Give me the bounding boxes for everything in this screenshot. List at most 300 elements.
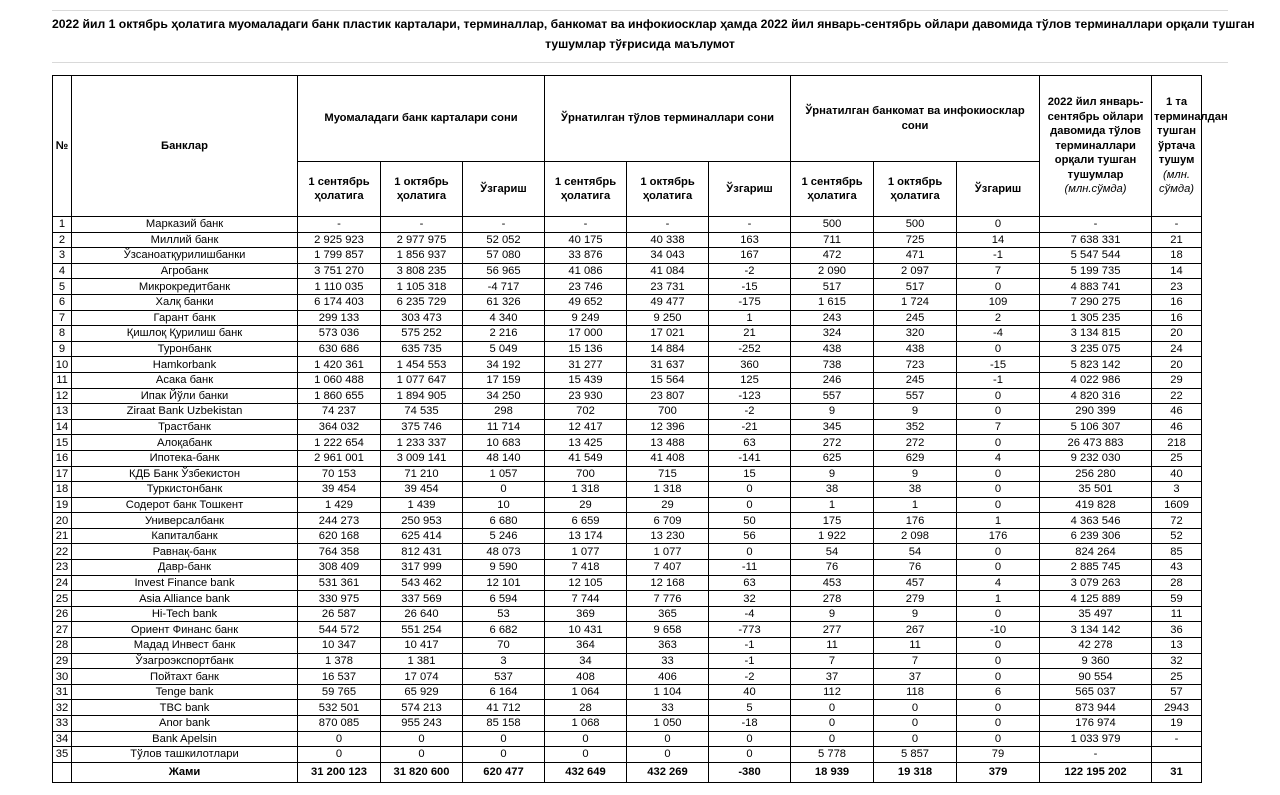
bank-name-cell: Тўлов ташкилотлари — [72, 747, 298, 763]
atms-sep-cell: 453 — [791, 575, 874, 591]
terminals-change-cell: -2 — [709, 669, 791, 685]
cards-sep-cell: 870 085 — [298, 716, 381, 732]
revenue-cell: 26 473 883 — [1040, 435, 1152, 451]
row-number-cell: 34 — [53, 731, 72, 747]
cards-change-cell: 6 680 — [463, 513, 545, 529]
atms-sep-cell: 472 — [791, 248, 874, 264]
atms-oct-cell: 352 — [874, 419, 957, 435]
terminals-sep-cell: 702 — [545, 404, 627, 420]
atms-oct-cell: 176 — [874, 513, 957, 529]
row-number-cell: 4 — [53, 263, 72, 279]
revenue-cell: 1 033 979 — [1040, 731, 1152, 747]
atms-oct-cell: 0 — [874, 700, 957, 716]
cards-change-cell: - — [463, 217, 545, 233]
terminals-oct-cell: 29 — [627, 497, 709, 513]
total-row — [53, 762, 1202, 782]
cards-oct-cell: 1 233 337 — [381, 435, 463, 451]
atms-change-cell: 0 — [957, 435, 1040, 451]
cards-sep-cell: 74 237 — [298, 404, 381, 420]
table-row — [53, 716, 1202, 732]
table-row — [53, 217, 1202, 233]
terminals-sep-cell: 364 — [545, 638, 627, 654]
cards-oct-cell: 1 439 — [381, 497, 463, 513]
terminals-oct-cell: 17 021 — [627, 326, 709, 342]
total-terminals-change: -380 — [709, 762, 791, 782]
cards-sep-cell: 0 — [298, 747, 381, 763]
revenue-cell: 3 134 142 — [1040, 622, 1152, 638]
revenue-cell: 419 828 — [1040, 497, 1152, 513]
total-number — [53, 762, 72, 782]
bank-name-cell: Туркистонбанк — [72, 482, 298, 498]
revenue-cell: 3 134 815 — [1040, 326, 1152, 342]
table-row — [53, 513, 1202, 529]
cards-oct-cell: 625 414 — [381, 528, 463, 544]
atms-sep-cell: 9 — [791, 606, 874, 622]
terminals-sep-cell: 33 876 — [545, 248, 627, 264]
revenue-cell: 7 638 331 — [1040, 232, 1152, 248]
terminals-change-cell: -2 — [709, 263, 791, 279]
average-revenue-cell: 3 — [1152, 482, 1202, 498]
table-row — [53, 653, 1202, 669]
cards-oct-cell: 812 431 — [381, 544, 463, 560]
revenue-cell: 5 199 735 — [1040, 263, 1152, 279]
revenue-cell: 90 554 — [1040, 669, 1152, 685]
table-row — [53, 482, 1202, 498]
terminals-change-cell: 360 — [709, 357, 791, 373]
cards-sep-cell: 1 420 361 — [298, 357, 381, 373]
atms-change-cell: 0 — [957, 217, 1040, 233]
average-revenue-cell: 25 — [1152, 450, 1202, 466]
cards-oct-cell: 1 894 905 — [381, 388, 463, 404]
terminals-oct-cell: 13 488 — [627, 435, 709, 451]
terminals-change-cell: -123 — [709, 388, 791, 404]
terminals-change-cell: -18 — [709, 716, 791, 732]
row-number-cell: 22 — [53, 544, 72, 560]
cards-change-cell: 85 158 — [463, 716, 545, 732]
atms-sep-cell: 246 — [791, 372, 874, 388]
atms-sep-cell: 1 615 — [791, 294, 874, 310]
atms-oct-cell: 272 — [874, 435, 957, 451]
bank-name-cell: Ориент Финанс банк — [72, 622, 298, 638]
atms-sep-cell: 76 — [791, 560, 874, 576]
header-average-unit: (млн. сўмда) — [1159, 168, 1195, 196]
cards-change-cell: 9 590 — [463, 560, 545, 576]
atms-oct-cell: 11 — [874, 638, 957, 654]
terminals-sep-cell: 15 136 — [545, 341, 627, 357]
header-terminals: Ўрнатилган тўлов терминаллари сони — [545, 76, 791, 162]
header-atms-change: Ўзгариш — [957, 162, 1040, 217]
cards-oct-cell: 17 074 — [381, 669, 463, 685]
terminals-oct-cell: 12 396 — [627, 419, 709, 435]
cards-oct-cell: 955 243 — [381, 716, 463, 732]
bank-name-cell: Anor bank — [72, 716, 298, 732]
terminals-sep-cell: - — [545, 217, 627, 233]
terminals-sep-cell: 34 — [545, 653, 627, 669]
cards-oct-cell: 6 235 729 — [381, 294, 463, 310]
atms-change-cell: -10 — [957, 622, 1040, 638]
cards-sep-cell: 70 153 — [298, 466, 381, 482]
atms-sep-cell: 2 090 — [791, 263, 874, 279]
terminals-oct-cell: 0 — [627, 747, 709, 763]
row-number-cell: 35 — [53, 747, 72, 763]
cards-sep-cell: 764 358 — [298, 544, 381, 560]
atms-sep-cell: 0 — [791, 716, 874, 732]
terminals-change-cell: 32 — [709, 591, 791, 607]
row-number-cell: 28 — [53, 638, 72, 654]
bank-name-cell: TBC bank — [72, 700, 298, 716]
average-revenue-cell: 46 — [1152, 404, 1202, 420]
cards-oct-cell: 10 417 — [381, 638, 463, 654]
atms-sep-cell: 37 — [791, 669, 874, 685]
terminals-change-cell: 0 — [709, 747, 791, 763]
bank-name-cell: Туронбанк — [72, 341, 298, 357]
atms-change-cell: 2 — [957, 310, 1040, 326]
atms-change-cell: 7 — [957, 419, 1040, 435]
row-number-cell: 32 — [53, 700, 72, 716]
average-revenue-cell: 14 — [1152, 263, 1202, 279]
atms-oct-cell: 0 — [874, 716, 957, 732]
bank-name-cell: Пойтахт банк — [72, 669, 298, 685]
atms-oct-cell: 5 857 — [874, 747, 957, 763]
atms-sep-cell: 112 — [791, 684, 874, 700]
cards-oct-cell: 303 473 — [381, 310, 463, 326]
total-revenue: 122 195 202 — [1040, 762, 1152, 782]
cards-sep-cell: 308 409 — [298, 560, 381, 576]
terminals-oct-cell: 406 — [627, 669, 709, 685]
atms-change-cell: 79 — [957, 747, 1040, 763]
header-number: № — [53, 76, 72, 217]
terminals-change-cell: 15 — [709, 466, 791, 482]
atms-oct-cell: 9 — [874, 466, 957, 482]
average-revenue-cell: 218 — [1152, 435, 1202, 451]
terminals-oct-cell: 1 050 — [627, 716, 709, 732]
atms-sep-cell: 324 — [791, 326, 874, 342]
total-label: Жами — [72, 762, 298, 782]
revenue-cell: - — [1040, 217, 1152, 233]
terminals-sep-cell: 1 077 — [545, 544, 627, 560]
average-revenue-cell: - — [1152, 217, 1202, 233]
atms-oct-cell: 279 — [874, 591, 957, 607]
terminals-sep-cell: 6 659 — [545, 513, 627, 529]
average-revenue-cell: 57 — [1152, 684, 1202, 700]
cards-oct-cell: 3 808 235 — [381, 263, 463, 279]
atms-change-cell: 0 — [957, 700, 1040, 716]
atms-sep-cell: 277 — [791, 622, 874, 638]
row-number-cell: 9 — [53, 341, 72, 357]
cards-change-cell: -4 717 — [463, 279, 545, 295]
terminals-change-cell: 163 — [709, 232, 791, 248]
terminals-oct-cell: 13 230 — [627, 528, 709, 544]
title-divider — [52, 62, 1228, 63]
total-average: 31 — [1152, 762, 1202, 782]
table-row — [53, 435, 1202, 451]
cards-oct-cell: 74 535 — [381, 404, 463, 420]
atms-sep-cell: 1 922 — [791, 528, 874, 544]
table-row — [53, 606, 1202, 622]
atms-sep-cell: 278 — [791, 591, 874, 607]
terminals-change-cell: 0 — [709, 497, 791, 513]
atms-sep-cell: 9 — [791, 404, 874, 420]
cards-sep-cell: 10 347 — [298, 638, 381, 654]
revenue-cell: 4 820 316 — [1040, 388, 1152, 404]
terminals-sep-cell: 17 000 — [545, 326, 627, 342]
revenue-cell: 824 264 — [1040, 544, 1152, 560]
atms-sep-cell: 345 — [791, 419, 874, 435]
cards-change-cell: 34 192 — [463, 357, 545, 373]
table-row — [53, 560, 1202, 576]
cards-sep-cell: 544 572 — [298, 622, 381, 638]
terminals-oct-cell: 6 709 — [627, 513, 709, 529]
terminals-change-cell: -4 — [709, 606, 791, 622]
atms-sep-cell: 9 — [791, 466, 874, 482]
revenue-cell: 35 497 — [1040, 606, 1152, 622]
table-row — [53, 310, 1202, 326]
table-row — [53, 731, 1202, 747]
atms-oct-cell: 118 — [874, 684, 957, 700]
cards-sep-cell: 2 925 923 — [298, 232, 381, 248]
cards-change-cell: 56 965 — [463, 263, 545, 279]
atms-sep-cell: 0 — [791, 700, 874, 716]
average-revenue-cell: 1609 — [1152, 497, 1202, 513]
terminals-sep-cell: 23 746 — [545, 279, 627, 295]
terminals-oct-cell: 700 — [627, 404, 709, 420]
title-line-2: тушумлар тўғрисида маълумот — [545, 37, 735, 51]
revenue-cell: 4 883 741 — [1040, 279, 1152, 295]
atms-change-cell: 0 — [957, 341, 1040, 357]
atms-oct-cell: 1 724 — [874, 294, 957, 310]
terminals-change-cell: -15 — [709, 279, 791, 295]
title-line-1: 2022 йил 1 октябрь ҳолатига муомаладаги банк пластик карталари, терминаллар, банкомат ва инфокиосклар ҳамда 2022 йил январь-сентябрь ойлари давомида тўлов терминаллари орқали тушган — [52, 17, 1255, 31]
cards-change-cell: 298 — [463, 404, 545, 420]
row-number-cell: 3 — [53, 248, 72, 264]
atms-oct-cell: 245 — [874, 372, 957, 388]
bank-name-cell: Трастбанк — [72, 419, 298, 435]
bank-name-cell: Микрокредитбанк — [72, 279, 298, 295]
terminals-oct-cell: 7 776 — [627, 591, 709, 607]
revenue-cell: 9 360 — [1040, 653, 1152, 669]
atms-sep-cell: 38 — [791, 482, 874, 498]
cards-change-cell: 10 — [463, 497, 545, 513]
average-revenue-cell: 36 — [1152, 622, 1202, 638]
table-row — [53, 357, 1202, 373]
terminals-change-cell: 167 — [709, 248, 791, 264]
cards-sep-cell: 1 799 857 — [298, 248, 381, 264]
atms-change-cell: 0 — [957, 669, 1040, 685]
cards-change-cell: 0 — [463, 482, 545, 498]
terminals-change-cell: 40 — [709, 684, 791, 700]
cards-change-cell: 5 049 — [463, 341, 545, 357]
revenue-cell: 4 363 546 — [1040, 513, 1152, 529]
cards-oct-cell: 0 — [381, 747, 463, 763]
cards-sep-cell: 1 860 655 — [298, 388, 381, 404]
average-revenue-cell — [1152, 747, 1202, 763]
average-revenue-cell: 20 — [1152, 326, 1202, 342]
atms-change-cell: 0 — [957, 606, 1040, 622]
cards-change-cell: 0 — [463, 747, 545, 763]
atms-sep-cell: 7 — [791, 653, 874, 669]
atms-change-cell: 1 — [957, 591, 1040, 607]
atms-oct-cell: 38 — [874, 482, 957, 498]
terminals-oct-cell: 1 318 — [627, 482, 709, 498]
table-row — [53, 669, 1202, 685]
atms-oct-cell: 557 — [874, 388, 957, 404]
cards-oct-cell: 26 640 — [381, 606, 463, 622]
cards-change-cell: 11 714 — [463, 419, 545, 435]
bank-name-cell: Гарант банк — [72, 310, 298, 326]
total-terminals-sep: 432 649 — [545, 762, 627, 782]
table-row — [53, 388, 1202, 404]
bank-name-cell: Капиталбанк — [72, 528, 298, 544]
total-cards-sep: 31 200 123 — [298, 762, 381, 782]
table-row — [53, 419, 1202, 435]
revenue-cell: 4 125 889 — [1040, 591, 1152, 607]
bank-name-cell: Ўзагроэкспортбанк — [72, 653, 298, 669]
table-row — [53, 372, 1202, 388]
revenue-cell: 35 501 — [1040, 482, 1152, 498]
atms-change-cell: 4 — [957, 450, 1040, 466]
terminals-change-cell: -252 — [709, 341, 791, 357]
atms-change-cell: 0 — [957, 482, 1040, 498]
terminals-oct-cell: 41 084 — [627, 263, 709, 279]
average-revenue-cell: 2943 — [1152, 700, 1202, 716]
cards-oct-cell: 543 462 — [381, 575, 463, 591]
atms-sep-cell: 500 — [791, 217, 874, 233]
cards-sep-cell: 573 036 — [298, 326, 381, 342]
atms-oct-cell: 457 — [874, 575, 957, 591]
atms-change-cell: 0 — [957, 638, 1040, 654]
average-revenue-cell: 46 — [1152, 419, 1202, 435]
cards-sep-cell: - — [298, 217, 381, 233]
table-row — [53, 528, 1202, 544]
cards-change-cell: 6 594 — [463, 591, 545, 607]
terminals-sep-cell: 13 174 — [545, 528, 627, 544]
cards-oct-cell: 1 105 318 — [381, 279, 463, 295]
terminals-sep-cell: 28 — [545, 700, 627, 716]
atms-sep-cell: 11 — [791, 638, 874, 654]
row-number-cell: 25 — [53, 591, 72, 607]
terminals-sep-cell: 1 318 — [545, 482, 627, 498]
atms-change-cell: 14 — [957, 232, 1040, 248]
atms-oct-cell: 2 098 — [874, 528, 957, 544]
terminals-sep-cell: 41 549 — [545, 450, 627, 466]
revenue-cell: 256 280 — [1040, 466, 1152, 482]
average-revenue-cell: 18 — [1152, 248, 1202, 264]
cards-change-cell: 6 682 — [463, 622, 545, 638]
cards-oct-cell: 250 953 — [381, 513, 463, 529]
atms-change-cell: 0 — [957, 544, 1040, 560]
terminals-change-cell: 63 — [709, 575, 791, 591]
average-revenue-cell: 13 — [1152, 638, 1202, 654]
atms-change-cell: 1 — [957, 513, 1040, 529]
cards-sep-cell: 2 961 001 — [298, 450, 381, 466]
terminals-change-cell: 0 — [709, 731, 791, 747]
average-revenue-cell: 25 — [1152, 669, 1202, 685]
average-revenue-cell: 23 — [1152, 279, 1202, 295]
terminals-sep-cell: 12 105 — [545, 575, 627, 591]
terminals-oct-cell: 31 637 — [627, 357, 709, 373]
bank-name-cell: Ипак Йўли банки — [72, 388, 298, 404]
terminals-change-cell: 1 — [709, 310, 791, 326]
bank-name-cell: Hamkorbank — [72, 357, 298, 373]
terminals-change-cell: -175 — [709, 294, 791, 310]
header-terminals-change: Ўзгариш — [709, 162, 791, 217]
atms-change-cell: 4 — [957, 575, 1040, 591]
terminals-oct-cell: 23 807 — [627, 388, 709, 404]
average-revenue-cell: 59 — [1152, 591, 1202, 607]
average-revenue-cell: 16 — [1152, 310, 1202, 326]
terminals-oct-cell: 49 477 — [627, 294, 709, 310]
terminals-change-cell: -21 — [709, 419, 791, 435]
terminals-sep-cell: 41 086 — [545, 263, 627, 279]
atms-change-cell: 0 — [957, 279, 1040, 295]
atms-oct-cell: 9 — [874, 404, 957, 420]
terminals-oct-cell: 23 731 — [627, 279, 709, 295]
table-row — [53, 466, 1202, 482]
row-number-cell: 21 — [53, 528, 72, 544]
atms-change-cell: -1 — [957, 248, 1040, 264]
atms-change-cell: 0 — [957, 731, 1040, 747]
cards-sep-cell: 3 751 270 — [298, 263, 381, 279]
cards-oct-cell: 635 735 — [381, 341, 463, 357]
average-revenue-cell: 20 — [1152, 357, 1202, 373]
cards-sep-cell: 6 174 403 — [298, 294, 381, 310]
total-atms-sep: 18 939 — [791, 762, 874, 782]
terminals-change-cell: - — [709, 217, 791, 233]
bank-name-cell: Халқ банки — [72, 294, 298, 310]
row-number-cell: 14 — [53, 419, 72, 435]
cards-sep-cell: 39 454 — [298, 482, 381, 498]
bank-name-cell: Универсалбанк — [72, 513, 298, 529]
atms-sep-cell: 557 — [791, 388, 874, 404]
cards-change-cell: 52 052 — [463, 232, 545, 248]
header-banks: Банклар — [72, 76, 298, 217]
atms-oct-cell: 320 — [874, 326, 957, 342]
terminals-oct-cell: 363 — [627, 638, 709, 654]
cards-change-cell: 5 246 — [463, 528, 545, 544]
atms-oct-cell: 267 — [874, 622, 957, 638]
atms-sep-cell: 175 — [791, 513, 874, 529]
row-number-cell: 27 — [53, 622, 72, 638]
atms-oct-cell: 438 — [874, 341, 957, 357]
row-number-cell: 15 — [53, 435, 72, 451]
row-number-cell: 18 — [53, 482, 72, 498]
cards-change-cell: 0 — [463, 731, 545, 747]
bank-name-cell: Bank Apelsin — [72, 731, 298, 747]
atms-change-cell: -4 — [957, 326, 1040, 342]
terminals-sep-cell: 1 068 — [545, 716, 627, 732]
atms-change-cell: -15 — [957, 357, 1040, 373]
row-number-cell: 19 — [53, 497, 72, 513]
bank-name-cell: Содерот банк Тошкент — [72, 497, 298, 513]
cards-oct-cell: 375 746 — [381, 419, 463, 435]
bank-name-cell: Миллий банк — [72, 232, 298, 248]
cards-oct-cell: - — [381, 217, 463, 233]
atms-change-cell: 0 — [957, 404, 1040, 420]
cards-sep-cell: 16 537 — [298, 669, 381, 685]
atms-sep-cell: 738 — [791, 357, 874, 373]
atms-oct-cell: 725 — [874, 232, 957, 248]
average-revenue-cell: 21 — [1152, 232, 1202, 248]
table-row — [53, 591, 1202, 607]
terminals-sep-cell: 12 417 — [545, 419, 627, 435]
cards-sep-cell: 620 168 — [298, 528, 381, 544]
row-number-cell: 5 — [53, 279, 72, 295]
bank-name-cell: Қишлоқ Қурилиш банк — [72, 326, 298, 342]
terminals-oct-cell: 0 — [627, 731, 709, 747]
cards-oct-cell: 3 009 141 — [381, 450, 463, 466]
table-row — [53, 700, 1202, 716]
cards-sep-cell: 531 361 — [298, 575, 381, 591]
